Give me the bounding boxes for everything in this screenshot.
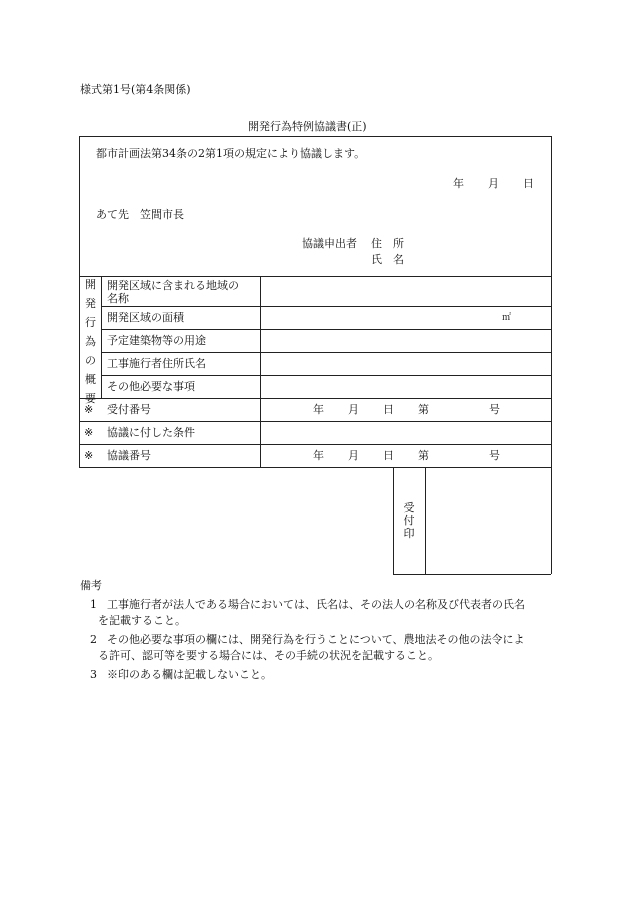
row-area-name-label-1: 開発区域に含まれる地域の bbox=[107, 279, 239, 292]
consult-day: 日 bbox=[383, 449, 394, 462]
consult-go: 号 bbox=[489, 449, 500, 462]
receipt-number-label: 受付番号 bbox=[107, 403, 151, 416]
consult-year: 年 bbox=[313, 449, 324, 462]
area-unit: ㎡ bbox=[502, 313, 512, 323]
stamp-label: 受 付 印 bbox=[403, 501, 415, 540]
addressee: あて先 笠間市長 bbox=[96, 208, 184, 221]
overview-side-label: 開 発 行 為 の 概 要 bbox=[85, 278, 96, 405]
consult-dai: 第 bbox=[418, 449, 429, 462]
form-number: 様式第1号(第4条関係) bbox=[80, 83, 191, 96]
receipt-day: 日 bbox=[383, 403, 394, 416]
note-1-line1: 工事施行者が法人である場合においては、氏名は、その法人の名称及び代表者の氏名 bbox=[107, 598, 525, 611]
note-1-num: 1 bbox=[90, 598, 97, 611]
row-area-size-label: 開発区域の面積 bbox=[107, 311, 184, 324]
conditions-label: 協議に付した条件 bbox=[107, 426, 195, 439]
receipt-mark: ※ bbox=[84, 403, 94, 416]
receipt-year: 年 bbox=[313, 403, 324, 416]
row-area-name-label-2: 名称 bbox=[107, 292, 129, 305]
date-day: 日 bbox=[523, 177, 534, 190]
date-month: 月 bbox=[488, 177, 499, 190]
form-title: 開発行為特例協議書(正) bbox=[248, 120, 367, 133]
row-building-use-label: 予定建築物等の用途 bbox=[107, 334, 206, 347]
applicant-label: 協議申出者 bbox=[302, 237, 357, 250]
date-year: 年 bbox=[453, 177, 464, 190]
note-3-num: 3 bbox=[90, 668, 97, 681]
name-label: 氏 名 bbox=[371, 253, 404, 266]
notes-heading: 備考 bbox=[80, 579, 102, 592]
consult-mark: ※ bbox=[84, 449, 94, 462]
note-2-num: 2 bbox=[90, 633, 97, 646]
receipt-dai: 第 bbox=[418, 403, 429, 416]
row-contractor-label: 工事施行者住所氏名 bbox=[107, 357, 206, 370]
receipt-month: 月 bbox=[348, 403, 359, 416]
row-other-label: その他必要な事項 bbox=[107, 380, 195, 393]
receipt-go: 号 bbox=[489, 403, 500, 416]
statement: 都市計画法第34条の2第1項の規定により協議します。 bbox=[96, 147, 366, 160]
consult-number-label: 協議番号 bbox=[107, 449, 151, 462]
note-2-line1: その他必要な事項の欄には、開発行為を行うことについて、農地法その他の法令によ bbox=[107, 633, 525, 646]
address-label: 住 所 bbox=[371, 237, 404, 250]
conditions-mark: ※ bbox=[84, 426, 94, 439]
note-2-line2: る許可、認可等を要する場合には、その手続の状況を記載すること。 bbox=[98, 649, 439, 662]
consult-month: 月 bbox=[348, 449, 359, 462]
note-1-line2: を記載すること。 bbox=[98, 614, 186, 627]
note-3-line1: ※印のある欄は記載しないこと。 bbox=[107, 668, 272, 681]
